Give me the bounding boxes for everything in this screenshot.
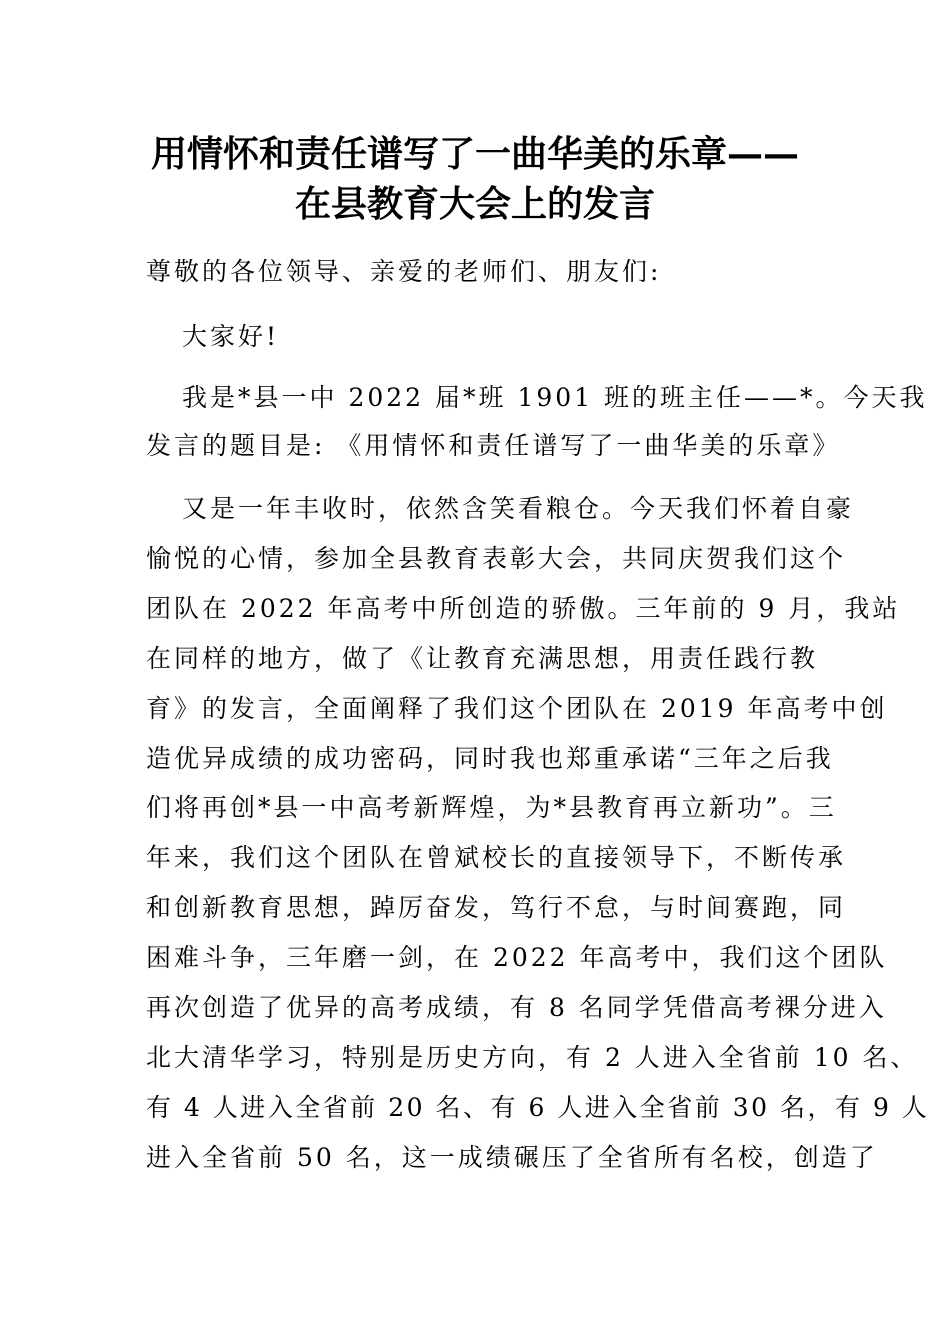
body-line: 年来，我们这个团队在曾斌校长的直接领导下，不断传承 xyxy=(146,843,847,872)
body-line: 育》的发言，全面阐释了我们这个团队在 2019 年高考中创 xyxy=(146,694,888,723)
body-line: 进入全省前 50 名，这一成绩碾压了全省所有名校，创造了 xyxy=(146,1143,878,1172)
body-line: 再次创造了优异的高考成绩，有 8 名同学凭借高考裸分进入 xyxy=(146,993,887,1022)
greeting: 大家好! xyxy=(182,322,280,351)
document-title-line-1: 用情怀和责任谱写了一曲华美的乐章—— xyxy=(150,133,799,175)
body-line: 团队在 2022 年高考中所创造的骄傲。三年前的 9 月，我站 xyxy=(146,594,901,623)
body-line: 发言的题目是: 《用情怀和责任谱写了一曲华美的乐章》 xyxy=(146,431,841,460)
body-line: 有 4 人进入全省前 20 名、有 6 人进入全省前 30 名，有 9 人 xyxy=(146,1093,930,1122)
body-line: 我是*县一中 2022 届*班 1901 班的班主任——*。今天我 xyxy=(182,383,928,412)
body-line: 困难斗争，三年磨一剑，在 2022 年高考中，我们这个团队 xyxy=(146,943,888,972)
salutation: 尊敬的各位领导、亲爱的老师们、朋友们: xyxy=(146,257,662,286)
body-line: 北大清华学习，特别是历史方向，有 2 人进入全省前 10 名、 xyxy=(146,1043,919,1072)
body-line: 又是一年丰收时，依然含笑看粮仓。今天我们怀着自豪 xyxy=(182,494,855,523)
document-title-line-2: 在县教育大会上的发言 xyxy=(294,183,655,225)
body-line: 在同样的地方，做了《让教育充满思想，用责任践行教 xyxy=(146,644,819,673)
body-line: 和创新教育思想，踔厉奋发，笃行不怠，与时间赛跑，同 xyxy=(146,893,847,922)
body-line: 们将再创*县一中高考新辉煌，为*县教育再立新功”。三 xyxy=(146,793,837,822)
body-line: 造优异成绩的成功密码，同时我也郑重承诺“三年之后我 xyxy=(146,744,834,773)
body-line: 愉悦的心情，参加全县教育表彰大会，共同庆贺我们这个 xyxy=(146,544,847,573)
